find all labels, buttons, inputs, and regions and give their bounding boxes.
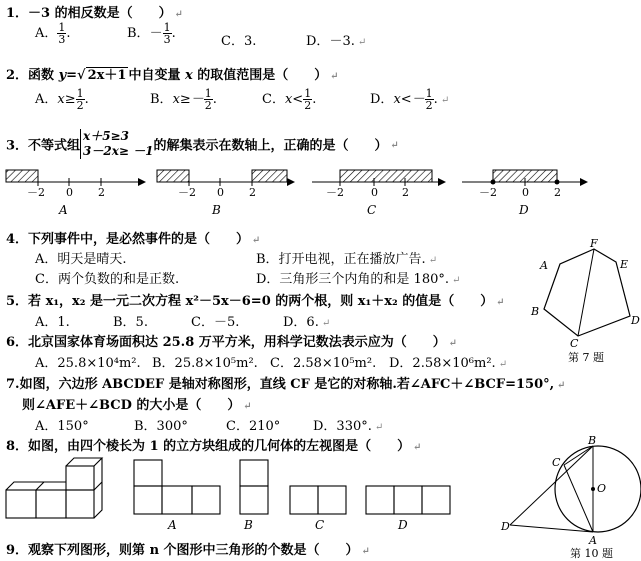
vertex-e: E [620,258,629,271]
q3-label-b: B [212,203,221,217]
q2-option-c: C．x< $\frac{1}{2}$ . [262,87,317,112]
q10-circle-figure [500,430,641,561]
q4-option-c: C．两个负数的和是正数. [35,272,180,287]
q5-option-c: C．－5. [191,315,240,330]
q3-d-tick-0: 0 [522,186,529,199]
q8-option-b-figure [240,460,268,514]
q3-label-a: A [59,203,68,217]
q1-option-a: A． $\frac{1}{3}$ . [35,21,71,46]
q3-a-tick-2: 2 [98,186,105,199]
q3-b-tick-0: 0 [217,186,224,199]
q3-label-d: D [519,203,529,217]
point-b: B [588,434,597,447]
q1-option-b: B．－ $\frac{1}{3}$ . [127,21,176,46]
q8-label-b: B [244,518,253,532]
q3-number-line-c [312,170,446,217]
vertex-b: B [531,305,540,318]
q3-number-line-b [157,170,295,217]
q7-figure-caption: 第 7 题 [568,351,604,364]
q7-stem-line1: 7.如图，六边形 ABCDEF 是轴对称图形，直线 CF 是它的对称轴.若∠AFC＋∠BCF=150°, ↵ [6,377,566,392]
q3-a-tick-0: 0 [66,186,73,199]
q8-figures [0,452,470,538]
q7-hexagon-figure [530,236,641,364]
q8-option-a-figure [134,460,220,514]
q10-figure-caption: 第 10 题 [570,547,613,560]
q9-stem: 9．观察下列图形，则第 n 个图形中三角形的个数是（ ） ↵ [6,543,370,558]
q7-option-b: B．300° [134,419,188,434]
q8-label-c: C [315,518,325,532]
q8-option-c-figure [290,486,346,514]
vertex-a: A [540,259,548,272]
q3-c-tick-0: 0 [371,186,378,199]
q3-c-tick-2: 2 [402,186,409,199]
q3-c-tick-neg2: －2 [326,186,344,199]
q5-stem: 5．若 x₁，x₂ 是一元二次方程 x²－5x－6=0 的两个根，则 x₁＋x₂ 的值是（ ） ↵ [6,294,505,309]
q6-option-d: D．2.58×10⁶m². ↵ [389,356,508,371]
q1-stem: 1．－3 的相反数是（ ） ↵ [6,6,184,21]
q8-label-d: D [398,518,408,532]
q3-b-tick-2: 2 [249,186,256,199]
q7-stem-line2: 则∠AFE＋∠BCD 的大小是（ ） ↵ [22,398,252,413]
q2-option-d: D．x<－ $\frac{1}{2}$ . ↵ [370,87,450,112]
q3-number-line-a [6,170,146,217]
q8-stem: 8．如图，由四个棱长为 1 的立方块组成的几何体的左视图是（ ） ↵ [6,439,422,454]
chord-ca [564,465,593,532]
q6-option-c: C．2.58×10⁵m². [270,356,377,371]
hexagon-abcdef [544,249,630,336]
q7-option-d: D．330°. ↵ [313,419,384,434]
point-c: C [552,456,561,469]
q3-a-shade [6,170,38,182]
q7-option-c: C．210° [226,419,281,434]
q8-option-d-figure [366,486,450,514]
point-a: A [589,534,597,547]
q4-option-a: A．明天是晴天. [35,252,127,267]
q8-solid [6,458,102,518]
q3-d-tick-2: 2 [554,186,561,199]
q3-number-lines [0,164,641,220]
q1-option-c: C．3. [221,34,257,49]
q8-label-a: A [168,518,177,532]
q4-option-b: B．打开电视，正在播放广告. ↵ [256,252,438,267]
q7-option-a: A．150° [35,419,89,434]
q2-option-b: B．x≥－ $\frac{1}{2}$ . [150,87,217,112]
vertex-d: D [631,314,640,327]
q6-option-b: B．25.8×10⁵m². [152,356,258,371]
center-dot [591,487,595,491]
q3-stem: 3．不等式组 x＋5≥3 3－2x≥ －1 的解集表示在数轴上，正确的是（ ） ↵ [6,129,399,158]
q6-stem: 6．北京国家体育场面积达 25.8 万平方米，用科学记数法表示应为（ ） ↵ [6,335,458,350]
q3-label-c: C [367,203,377,217]
q4-option-d: D．三角形三个内角的和是 180°. ↵ [256,272,461,287]
vertex-f: F [590,237,598,250]
q5-option-b: B．5. [113,315,148,330]
chord-cb [564,446,593,465]
axis-cf [578,249,594,336]
q3-d-tick-neg2: －2 [479,186,497,199]
q5-option-a: A．1. [35,315,70,330]
q3-a-tick-neg2: －2 [27,186,45,199]
point-d: D [501,520,510,533]
q3-number-line-d [462,170,588,217]
vertex-c: C [570,337,579,350]
point-o: O [597,482,607,495]
q5-option-d: D．6. ↵ [283,315,331,330]
q3-b-tick-neg2: －2 [178,186,196,199]
q6-option-a: A．25.8×10⁴m². [35,356,141,371]
q2-stem: 2．函数 y=√ 2x＋1 中自变量 x 的取值范围是（ ） ↵ [6,68,339,83]
q2-option-a: A．x≥ $\frac{1}{2}$ . [35,87,89,112]
q4-stem: 4．下列事件中，是必然事件的是（ ） ↵ [6,232,261,247]
q1-option-d: D．－3. ↵ [306,34,367,49]
